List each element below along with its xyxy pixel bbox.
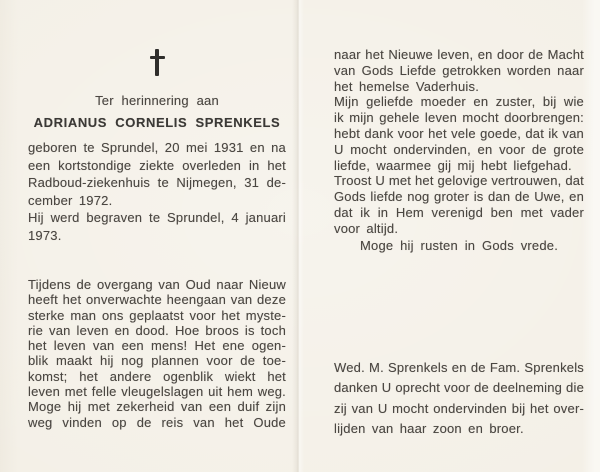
text-line: het leven van een mens! Het ene ogen- bbox=[28, 338, 286, 354]
text-line: voor altijd. bbox=[334, 220, 399, 236]
text-line: van Gods Liefde getrokken worden naar bbox=[334, 62, 584, 78]
text-line: blik maakt hij nog plannen voor de toe- bbox=[28, 353, 286, 369]
text-line: Hij werd begraven te Sprundel, 4 januari bbox=[28, 210, 286, 225]
text-line: Mijn geliefde moeder en zuster, bij wie bbox=[334, 94, 584, 110]
left-page bbox=[28, 0, 286, 472]
birth-death-paragraph bbox=[28, 139, 286, 244]
text-line: komst; het andere ogenblik wiekt het bbox=[28, 368, 286, 384]
acknowledgement-paragraph bbox=[334, 358, 584, 439]
text-line: Tijdens de overgang van Oud naar Nieuw bbox=[28, 277, 286, 292]
text-line: dat ik in Hem verenigd ben met vader bbox=[334, 204, 584, 220]
cross-horizontal-bar bbox=[150, 56, 165, 59]
text-line: liefde, waarmee gij mij hebt liefgehad. bbox=[334, 157, 572, 173]
text-line: sterke man ons geplaatst voor het myste- bbox=[28, 307, 286, 323]
text-line: Troost U met het gelovige vertrouwen, dat bbox=[334, 173, 584, 189]
text-line: het hemelse Vaderhuis. bbox=[334, 78, 480, 94]
text-line: leven met felle vleugelslagen uit hem weg. bbox=[28, 384, 286, 400]
text-line: Gods liefde nog groter is dan de Uwe, en bbox=[334, 189, 584, 205]
text-line: danken U oprecht voor de deelneming die bbox=[334, 380, 584, 396]
text-line: hebt dank voor het vele goede, dat ik van bbox=[334, 125, 584, 141]
deceased-name: ADRIANUS CORNELIS SPRENKELS bbox=[33, 115, 281, 130]
text-line: heeft het onverwachte heengaan van deze bbox=[28, 292, 286, 308]
text-line: rie van leven en dood. Hoe broos is toch bbox=[28, 322, 286, 338]
text-line: U mocht ondervinden, en voor de grote bbox=[334, 141, 584, 157]
text-line: Wed. M. Sprenkels en de Fam. Sprenkels bbox=[334, 360, 584, 375]
prayer-line: Moge hij rusten in Gods vrede. bbox=[360, 238, 559, 253]
reflection-paragraph bbox=[28, 277, 286, 430]
cross-vertical-bar bbox=[155, 49, 158, 76]
text-line: weg vinden op de reis van het Oude bbox=[28, 414, 286, 430]
text-line: Moge hij met zekerheid van een duif zijn bbox=[28, 399, 286, 415]
center-fold bbox=[292, 0, 304, 472]
text-line: 1973. bbox=[28, 227, 62, 243]
text-line: ik mijn gehele leven mocht doorbrengen: bbox=[334, 110, 584, 126]
text-line: geboren te Sprundel, 20 mei 1931 en na bbox=[28, 140, 286, 155]
text-line: naar het Nieuwe leven, en door de Macht bbox=[334, 47, 584, 62]
text-line: zij van U mocht ondervinden bij het over- bbox=[334, 400, 584, 416]
text-line: een kortstondige ziekte overleden in het bbox=[28, 157, 286, 173]
text-line: Radboud-ziekenhuis te Nijmegen, 31 de- bbox=[28, 175, 286, 190]
cross-icon bbox=[149, 49, 165, 77]
memorial-intro: Ter herinnering aan bbox=[95, 93, 219, 108]
text-line: cember 1972. bbox=[28, 192, 113, 208]
text-line: lijden van haar zoon en broer. bbox=[334, 420, 524, 436]
continuation-paragraph bbox=[334, 47, 584, 237]
right-page bbox=[334, 0, 584, 472]
cross-icon-wrap bbox=[28, 49, 286, 77]
